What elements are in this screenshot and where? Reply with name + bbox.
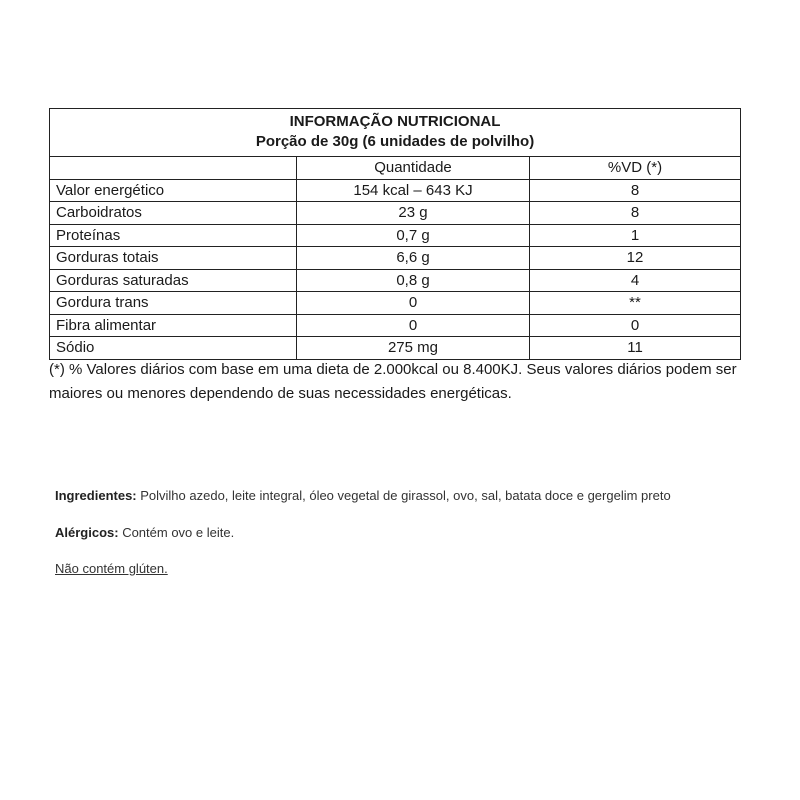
nutrient-quantity: 6,6 g	[297, 247, 530, 270]
nutrition-table	[49, 108, 741, 360]
nutrient-quantity: 275 mg	[297, 337, 530, 360]
table-row	[50, 202, 741, 225]
nutrient-name: Valor energético	[50, 179, 297, 202]
nutrient-quantity: 0	[297, 292, 530, 315]
gluten-free-note: Não contém glúten.	[55, 561, 168, 576]
header-vd: %VD (*)	[530, 157, 741, 180]
table-header-row	[50, 157, 741, 180]
nutrient-vd: 8	[530, 202, 741, 225]
ingredients-text: Polvilho azedo, leite integral, óleo vegetal de girassol, ovo, sal, batata doce e gergelim preto	[136, 488, 671, 503]
table-portion: Porção de 30g (6 unidades de polvilho)	[255, 133, 535, 150]
nutrient-quantity: 0,7 g	[297, 224, 530, 247]
table-row	[50, 269, 741, 292]
nutrient-vd: 1	[530, 224, 741, 247]
nutrient-name: Gorduras totais	[50, 247, 297, 270]
nutrient-vd: 12	[530, 247, 741, 270]
header-quantity: Quantidade	[297, 157, 530, 180]
table-title: INFORMAÇÃO NUTRICIONAL	[289, 113, 501, 130]
ingredients-label: Ingredientes:	[55, 488, 137, 503]
table-title-cell	[50, 109, 741, 157]
nutrient-quantity: 154 kcal – 643 KJ	[297, 179, 530, 202]
nutrient-vd: 8	[530, 179, 741, 202]
table-row	[50, 314, 741, 337]
nutrient-name: Sódio	[50, 337, 297, 360]
table-title-row	[50, 109, 741, 157]
nutrient-name: Gordura trans	[50, 292, 297, 315]
nutrient-name: Fibra alimentar	[50, 314, 297, 337]
nutrient-quantity: 0	[297, 314, 530, 337]
table-row	[50, 292, 741, 315]
allergens-line	[55, 525, 234, 540]
allergens-text: Contém ovo e leite.	[118, 525, 235, 540]
nutrient-vd: 0	[530, 314, 741, 337]
table-row	[50, 179, 741, 202]
nutrient-vd: **	[530, 292, 741, 315]
ingredients-line	[55, 488, 671, 503]
table-row	[50, 337, 741, 360]
allergens-label: Alérgicos:	[55, 525, 119, 540]
footnote: (*) % Valores diários com base em uma dieta de 2.000kcal ou 8.400KJ. Seus valores diários podem ser maiores ou menores dependendo de suas necessidades energéticas.	[49, 361, 737, 402]
nutrient-vd: 11	[530, 337, 741, 360]
nutrient-vd: 4	[530, 269, 741, 292]
nutrient-quantity: 23 g	[297, 202, 530, 225]
nutrient-name: Gorduras saturadas	[50, 269, 297, 292]
table-row	[50, 247, 741, 270]
header-name	[50, 157, 297, 180]
table-row	[50, 224, 741, 247]
nutrient-quantity: 0,8 g	[297, 269, 530, 292]
nutrient-name: Proteínas	[50, 224, 297, 247]
nutrient-name: Carboidratos	[50, 202, 297, 225]
